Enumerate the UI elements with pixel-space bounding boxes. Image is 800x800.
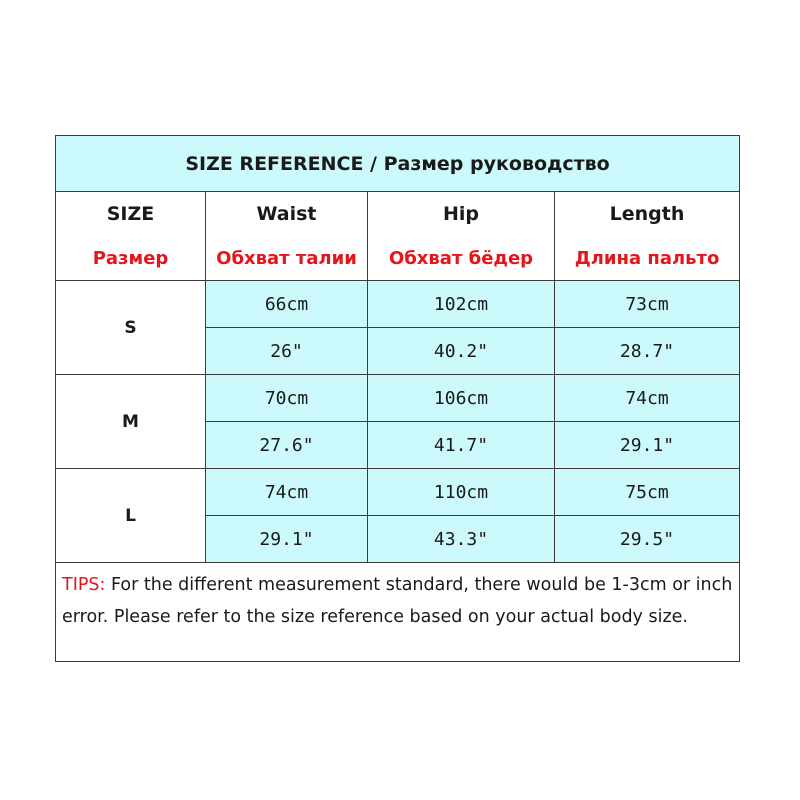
waist-inch: 26"	[206, 328, 368, 375]
table-row	[56, 469, 740, 516]
table-title: SIZE REFERENCE / Размер руководство	[56, 136, 740, 192]
waist-inch: 29.1"	[206, 516, 368, 563]
header-row-english	[56, 192, 740, 237]
header-row-russian	[56, 236, 740, 281]
hip-cm: 102cm	[368, 281, 555, 328]
hip-cm: 106cm	[368, 375, 555, 422]
tips-text: For the different measurement standard, there would be 1-3cm or inch error. Please refer to the size reference based on your actual body size.	[62, 575, 733, 627]
size-reference-table	[55, 135, 740, 662]
waist-inch: 27.6"	[206, 422, 368, 469]
waist-cm: 66cm	[206, 281, 368, 328]
size-label-l: L	[56, 469, 206, 563]
header-size-ru: Размер	[56, 236, 206, 281]
title-row	[56, 136, 740, 192]
header-length: Length	[555, 192, 740, 237]
header-size: SIZE	[56, 192, 206, 237]
size-label-m: M	[56, 375, 206, 469]
length-cm: 75cm	[555, 469, 740, 516]
header-waist-ru: Обхват талии	[206, 236, 368, 281]
length-inch: 29.5"	[555, 516, 740, 563]
header-length-ru: Длина пальто	[555, 236, 740, 281]
length-cm: 74cm	[555, 375, 740, 422]
tips-row	[56, 563, 740, 662]
waist-cm: 74cm	[206, 469, 368, 516]
table-row	[56, 281, 740, 328]
length-inch: 28.7"	[555, 328, 740, 375]
size-label-s: S	[56, 281, 206, 375]
waist-cm: 70cm	[206, 375, 368, 422]
header-hip-ru: Обхват бёдер	[368, 236, 555, 281]
table-row	[56, 375, 740, 422]
length-cm: 73cm	[555, 281, 740, 328]
hip-cm: 110cm	[368, 469, 555, 516]
hip-inch: 40.2"	[368, 328, 555, 375]
header-hip: Hip	[368, 192, 555, 237]
hip-inch: 41.7"	[368, 422, 555, 469]
tips-note	[56, 563, 740, 662]
hip-inch: 43.3"	[368, 516, 555, 563]
tips-label: TIPS:	[62, 575, 106, 595]
length-inch: 29.1"	[555, 422, 740, 469]
header-waist: Waist	[206, 192, 368, 237]
